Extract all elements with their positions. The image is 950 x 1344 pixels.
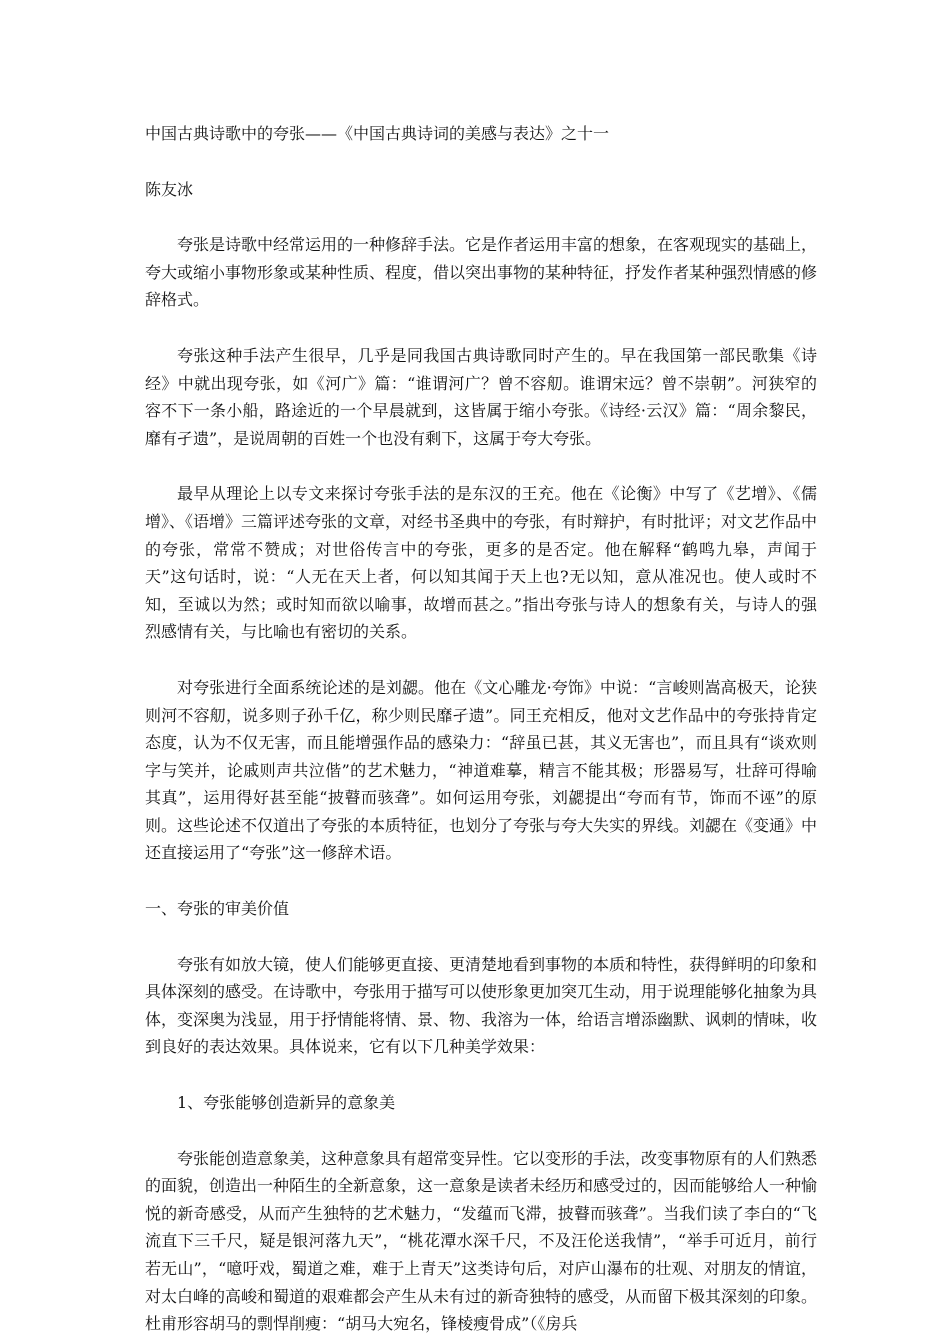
section-paragraph: 夸张有如放大镜，使人们能够更直接、更清楚地看到事物的本质和特性，获得鲜明的印象和具体深刻的感受。在诗歌中，夸张用于描写可以使形象更加突兀生动，用于说理能够化抽象为具体，变深奥为浅显，用于抒情能将情、景、物、我溶为一体，给语言增添幽默、讽刺的情味，收到良好的表达效果。具体说来，它有以下几种美学效果：	[145, 954, 818, 1057]
paragraph-3: 最早从理论上以专文来探讨夸张手法的是东汉的王充。他在《论衡》中写了《艺增》、《儒增》、《语增》三篇评述夸张的文章，对经书圣典中的夸张，有时辩护，有时批评；对文艺作品中的夸张，常常不赞成；对世俗传言中的夸张，更多的是否定。他在解释“鹤鸣九皋，声闻于天”这句话时，说：“人无在天上者，何以知其闻于天上也?无以知，意从准况也。使人或时不知，至诚以为然；或时知而欲以喻事，故增而甚之。”指出夸张与诗人的想象有关，与诗人的强烈感情有关，与比喻也有密切的关系。	[145, 484, 818, 642]
paragraph-2: 夸张这种手法产生很早，几乎是同我国古典诗歌同时产生的。早在我国第一部民歌集《诗经》中就出现夸张，如《河广》篇：“谁谓河广？曾不容舠。谁谓宋远？曾不崇朝”。河狭窄的容不下一条小船，路途近的一个早晨就到，这皆属于缩小夸张。《诗经·云汉》篇：“周余黎民，靡有孑遗”，是说周朝的百姓一个也没有剩下，这属于夸大夸张。	[145, 345, 817, 448]
subsection-heading: 1、夸张能够创造新异的意象美	[177, 1093, 396, 1113]
paragraph-1: 夸张是诗歌中经常运用的一种修辞手法。它是作者运用丰富的想象，在客观现实的基础上，夸大或缩小事物形象或某种性质、程度，借以突出事物的某种特征，抒发作者某种强烈情感的修辞格式。	[145, 235, 818, 310]
paragraph-4: 对夸张进行全面系统论述的是刘勰。他在《文心雕龙·夸饰》中说：“言峻则嵩高极天，论狭则河不容舠，说多则子孙千亿，称少则民靡孑遗”。同王充相反，他对文艺作品中的夸张持肯定态度，认为不仅无害，而且能增强作品的感染力：“辞虽已甚，其义无害也”，而且具有“谈欢则字与笑并，论戚则声共泣偕”的艺术魅力，“神道难摹，精言不能其极；形器易写，壮辞可得喻其真”，运用得好甚至能“披瞽而骇聋”。如何运用夸张，刘勰提出“夸而有节，饰而不诬”的原则。这些论述不仅道出了夸张的本质特征，也划分了夸张与夸大失实的界线。刘勰在《变通》中还直接运用了“夸张”这一修辞术语。	[145, 677, 818, 863]
section-heading: 一、夸张的审美价值	[145, 899, 290, 919]
document-author: 陈友冰	[145, 179, 194, 199]
subsection-paragraph: 夸张能创造意象美，这种意象具有超常变异性。它以变形的手法，改变事物原有的人们熟悉的面貌，创造出一种陌生的全新意象，这一意象是读者未经历和感受过的，因而能够给人一种愉悦的新奇感受，从而产生独特的艺术魅力，“发蕴而飞滞，披瞽而骇聋”。当我们读了李白的“飞流直下三千尺，疑是银河落九天”，“桃花潭水深千尺，不及汪伦送我情”，“举手可近月，前行若无山”，“噫吁戏，蜀道之难，难于上青天”这类诗句后，对庐山瀑布的壮观、对朋友的情谊，对太白峰的高峻和蜀道的艰难都会产生从未有过的新奇独特的感受，从而留下极其深刻的印象。杜甫形容胡马的剽悍削瘦：“胡马大宛名，锋棱瘦骨成”（《房兵	[145, 1148, 818, 1334]
document-page	[145, 120, 817, 1338]
document-title: 中国古典诗歌中的夸张——《中国古典诗词的美感与表达》之十一	[145, 124, 610, 143]
